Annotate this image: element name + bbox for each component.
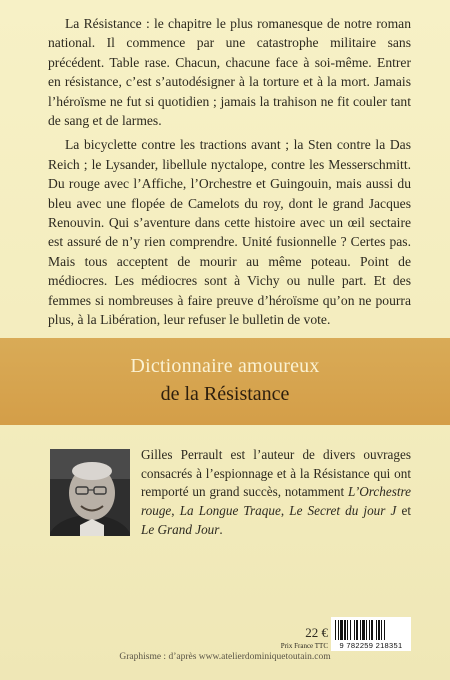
bio-separator: , [280, 503, 290, 519]
isbn-barcode [331, 617, 411, 651]
bio-title-longue-traque: La Longue Traque [179, 503, 281, 519]
isbn-number: 9 782259 218351 [339, 641, 403, 650]
bio-text: Gilles Perrault est l’auteur de divers ouvrages consacrés à l’espionnage et à la Résistance qui ont remporté un grand succès, notamment [141, 447, 411, 500]
bio-title-secret-jour-j: Le Secret du jour J [289, 503, 397, 519]
title-band [0, 338, 450, 425]
blurb-text [48, 14, 411, 330]
author-photo [50, 449, 130, 536]
bio-title-orchestre-rouge: L’Orchestre rouge [141, 484, 411, 519]
author-portrait-image [50, 449, 130, 536]
price-amount: 22 € [305, 625, 328, 640]
blurb-paragraph-2: La bicyclette contre les tractions avant ; la Sten contre la Das Reich ; le Lysander, libellule nyctalope, contre les Messerschmitt. Du rouge avec l’Affiche, l’Orchestre et Guingouin, mais aussi du bleu avec une flopée de Camelots du roy, dont le grand Jacques Renouvin. Qui s’aventure dans cette histoire avec un œil sectaire est assuré de n’y rien comprendre. Unité fusionnelle ? Certes pas. Mais tous acceptent de mourir au même poteau. Point de médiocres. Les médiocres sont à Vichy ou nulle part. Et des femmes si nombreuses à faire preuve d’héroïsme qu’on ne pourra plus, à la Libération, leur refuser le bulletin de vote. [48, 137, 411, 328]
bio-end: . [219, 521, 223, 537]
author-bio [141, 446, 411, 540]
blurb-paragraph-1: La Résistance : le chapitre le plus romanesque de notre roman national. Il commence par une catastrophe militaire sans précédent. Table rase. Chacun, chacune face à soi-même. Entrer en résistance, c’est s’autodésigner à la torture et à la mort. Jamais l’héroïsme ne fut si quotidien ; jamais la trahison ne fit couler tant de sang et de larmes. [48, 16, 411, 129]
bio-separator: et [396, 503, 412, 519]
design-credit: Graphisme : d’après www.atelierdominiquetoutain.com [119, 652, 331, 662]
book-title-line-2: de la Résistance [160, 383, 290, 405]
price-label: Prix France TTC [280, 642, 328, 650]
book-title-line-1: Dictionnaire amoureux [130, 355, 320, 377]
bio-title-grand-jour: Le Grand Jour [141, 521, 220, 537]
bio-separator: , [171, 503, 180, 519]
barcode-bars [335, 620, 407, 640]
price-block [268, 625, 328, 650]
